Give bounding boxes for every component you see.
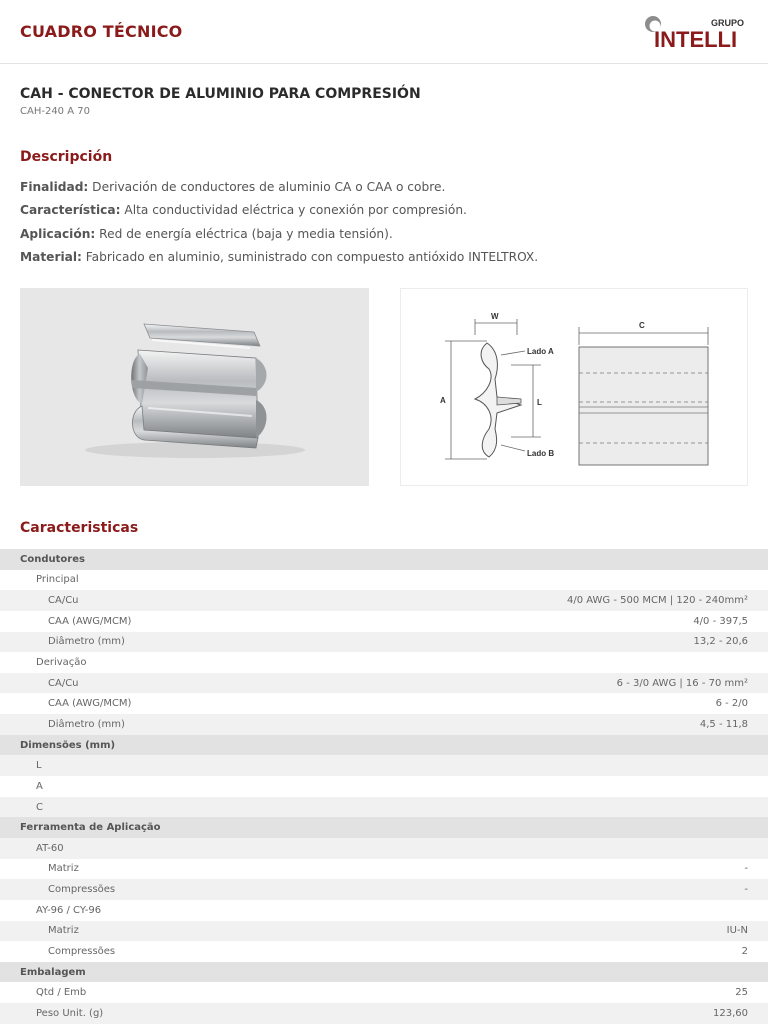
- row-label: Compressões: [48, 884, 116, 896]
- description-text: Fabricado en aluminio, suministrado con compuesto antióxido INTELTROX.: [81, 249, 539, 264]
- product-code: CAH-240 A 70: [20, 106, 90, 117]
- table-row: [0, 652, 768, 673]
- row-label: Principal: [36, 574, 79, 586]
- table-row: [0, 632, 768, 653]
- page-title: CUADRO TÉCNICO: [20, 22, 183, 41]
- row-label: AT-60: [36, 842, 64, 854]
- row-label: CAA (AWG/MCM): [48, 615, 132, 627]
- description-line: [20, 248, 750, 271]
- row-label: Diâmetro (mm): [48, 718, 125, 730]
- description-block: [20, 178, 750, 271]
- table-row: [0, 838, 768, 859]
- drawing-label-l: L: [537, 398, 542, 407]
- description-label: Característica:: [20, 203, 121, 218]
- table-row: [0, 797, 768, 818]
- technical-drawing: [400, 288, 748, 486]
- drawing-label-lado-a: Lado A: [527, 347, 554, 356]
- row-label: CAA (AWG/MCM): [48, 698, 132, 710]
- row-value: -: [744, 863, 748, 875]
- table-row: [0, 673, 768, 694]
- table-row: [0, 900, 768, 921]
- description-heading: Descripción: [20, 149, 113, 165]
- table-row: [0, 921, 768, 942]
- logo-big-text: INTELLI: [654, 27, 738, 52]
- drawing-label-lado-b: Lado B: [527, 449, 555, 458]
- row-label: CA/Cu: [48, 677, 79, 689]
- row-label: Peso Unit. (g): [36, 1007, 104, 1019]
- table-group-row: [0, 735, 768, 756]
- row-value: 2: [741, 945, 748, 957]
- description-line: [20, 178, 750, 201]
- description-line: [20, 201, 750, 224]
- row-value: 13,2 - 20,6: [693, 636, 748, 648]
- row-label: Ferramenta de Aplicação: [20, 822, 161, 834]
- table-group-row: [0, 817, 768, 838]
- table-row: [0, 714, 768, 735]
- table-row: [0, 590, 768, 611]
- row-label: Matriz: [48, 925, 79, 937]
- row-label: A: [36, 780, 43, 792]
- row-value: 4,5 - 11,8: [699, 718, 748, 730]
- row-value: 6 - 2/0: [715, 698, 748, 710]
- row-value: 4/0 - 397,5: [693, 615, 748, 627]
- row-label: Derivação: [36, 657, 87, 669]
- row-label: Dimensões (mm): [20, 739, 116, 751]
- description-line: [20, 225, 750, 248]
- row-label: AY-96 / CY-96: [36, 904, 102, 916]
- row-value: 25: [735, 987, 748, 999]
- description-label: Finalidad:: [20, 180, 89, 194]
- row-label: C: [36, 801, 43, 813]
- row-value: -: [744, 884, 748, 896]
- row-label: Embalagem: [20, 966, 86, 978]
- table-row: [0, 570, 768, 591]
- row-label: L: [36, 760, 42, 772]
- table-row: [0, 941, 768, 962]
- logo-small-text: GRUPO: [711, 18, 745, 28]
- table-row: [0, 611, 768, 632]
- product-photo: [20, 288, 369, 486]
- drawing-label-c: C: [639, 321, 645, 330]
- row-label: Compressões: [48, 945, 116, 957]
- row-label: Condutores: [20, 553, 85, 565]
- table-row: [0, 1003, 768, 1024]
- row-label: CA/Cu: [48, 595, 79, 607]
- table-group-row: [0, 549, 768, 570]
- row-value: 6 - 3/0 AWG | 16 - 70 mm²: [616, 677, 748, 689]
- row-value: 4/0 AWG - 500 MCM | 120 - 240mm²: [566, 595, 748, 607]
- table-row: [0, 693, 768, 714]
- table-row: [0, 859, 768, 880]
- description-text: Red de energía eléctrica (baja y media tensión).: [95, 226, 393, 241]
- table-row: [0, 982, 768, 1003]
- row-value: 123,60: [713, 1007, 748, 1019]
- row-value: IU-N: [726, 925, 748, 937]
- spec-table: [0, 549, 768, 1024]
- table-row: [0, 755, 768, 776]
- table-row: [0, 776, 768, 797]
- characteristics-heading: Caracteristicas: [20, 520, 139, 536]
- table-group-row: [0, 962, 768, 983]
- table-row: [0, 879, 768, 900]
- row-label: Qtd / Emb: [36, 987, 87, 999]
- drawing-label-a: A: [440, 396, 446, 405]
- description-text: Derivación de conductores de aluminio CA o CAA o cobre.: [88, 180, 446, 194]
- row-label: Diâmetro (mm): [48, 636, 125, 648]
- row-label: Matriz: [48, 863, 79, 875]
- description-label: Aplicación:: [20, 226, 96, 241]
- description-label: Material:: [20, 249, 82, 264]
- page-header: [0, 0, 768, 64]
- product-title: CAH - CONECTOR DE ALUMINIO PARA COMPRESIÓN: [20, 86, 421, 102]
- description-text: Alta conductividad eléctrica y conexión por compresión.: [120, 203, 467, 218]
- intelli-logo: [640, 14, 750, 54]
- drawing-label-w: W: [491, 312, 499, 321]
